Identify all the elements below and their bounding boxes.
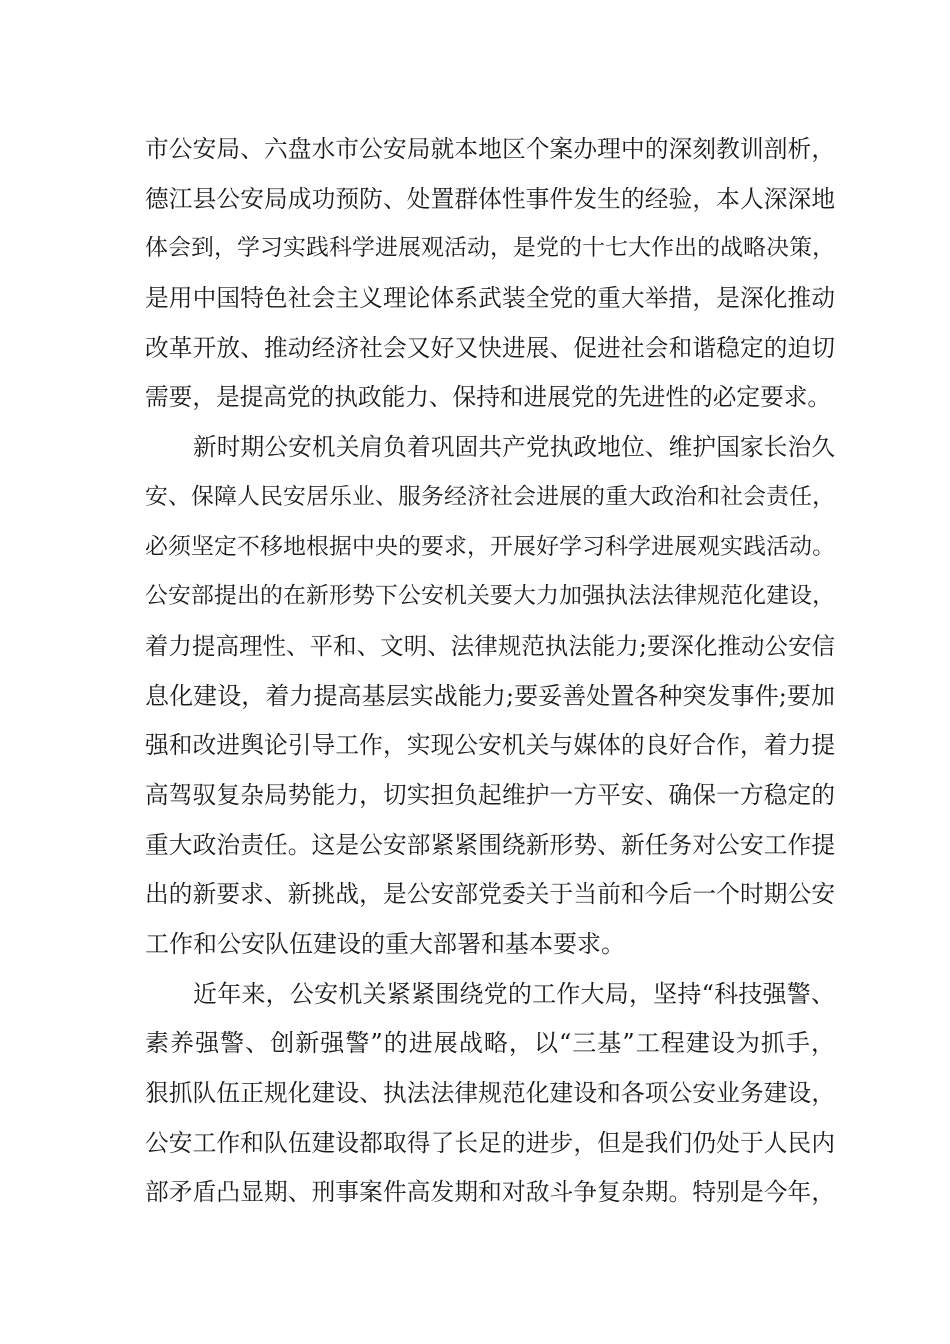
paragraph-line: 新时期公安机关肩负着巩固共产党执政地位、维护国家长治久 [193, 433, 835, 462]
document-body [145, 125, 835, 1218]
paragraph-3 [145, 970, 835, 1218]
paragraph-line: 改革开放、推动经济社会又好又快进展、促进社会和谐稳定的迫切 [145, 333, 835, 362]
paragraph-1 [145, 125, 835, 423]
paragraph-line: 德江县公安局成功预防、处置群体性事件发生的经验，本人深深地 [145, 184, 835, 213]
paragraph-line: 工作和公安队伍建设的重大部署和基本要求。 [145, 930, 625, 958]
paragraph-line: 近年来，公安机关紧紧围绕党的工作大局，坚持“科技强警、 [193, 979, 835, 1008]
paragraph-line: 需要，是提高党的执政能力、保持和进展党的先进性的必定要求。 [145, 383, 832, 412]
paragraph-line: 必须坚定不移地根据中央的要求，开展好学习科学进展观实践活动。 [145, 533, 835, 560]
paragraph-line: 着力提高理性、平和、文明、法律规范执法能力;要深化推动公安信 [145, 631, 835, 660]
paragraph-line: 息化建设，着力提高基层实战能力;要妥善处置各种突发事件;要加 [145, 681, 835, 710]
paragraph-line: 是用中国特色社会主义理论体系武装全党的重大举措，是深化推动 [145, 284, 835, 313]
paragraph-line: 高驾驭复杂局势能力，切实担负起维护一方平安、确保一方稳定的 [145, 780, 835, 809]
paragraph-line: 重大政治责任。这是公安部紧紧围绕新形势、新任务对公安工作提 [145, 830, 835, 859]
paragraph-line: 公安部提出的在新形势下公安机关要大力加强执法法律规范化建设， [145, 583, 835, 610]
paragraph-line: 市公安局、六盘水市公安局就本地区个案办理中的深刻教训剖析， [145, 135, 835, 163]
paragraph-2 [145, 423, 835, 970]
paragraph-line: 素养强警、创新强警”的进展战略，以“三基”工程建设为抓手， [145, 1029, 835, 1058]
paragraph-line: 出的新要求、新挑战，是公安部党委关于当前和今后一个时期公安 [145, 880, 835, 909]
paragraph-line: 狠抓队伍正规化建设、执法法律规范化建设和各项公安业务建设， [145, 1079, 835, 1108]
paragraph-line: 强和改进舆论引导工作，实现公安机关与媒体的良好合作，着力提 [145, 731, 835, 760]
paragraph-line: 部矛盾凸显期、刑事案件高发期和对敌斗争复杂期。特别是今年， [145, 1178, 835, 1207]
paragraph-line: 体会到，学习实践科学进展观活动，是党的十七大作出的战略决策， [145, 235, 835, 262]
paragraph-line: 公安工作和队伍建设都取得了长足的进步，但是我们仍处于人民内 [145, 1128, 835, 1157]
paragraph-line: 安、保障人民安居乐业、服务经济社会进展的重大政治和社会责任， [145, 483, 835, 510]
